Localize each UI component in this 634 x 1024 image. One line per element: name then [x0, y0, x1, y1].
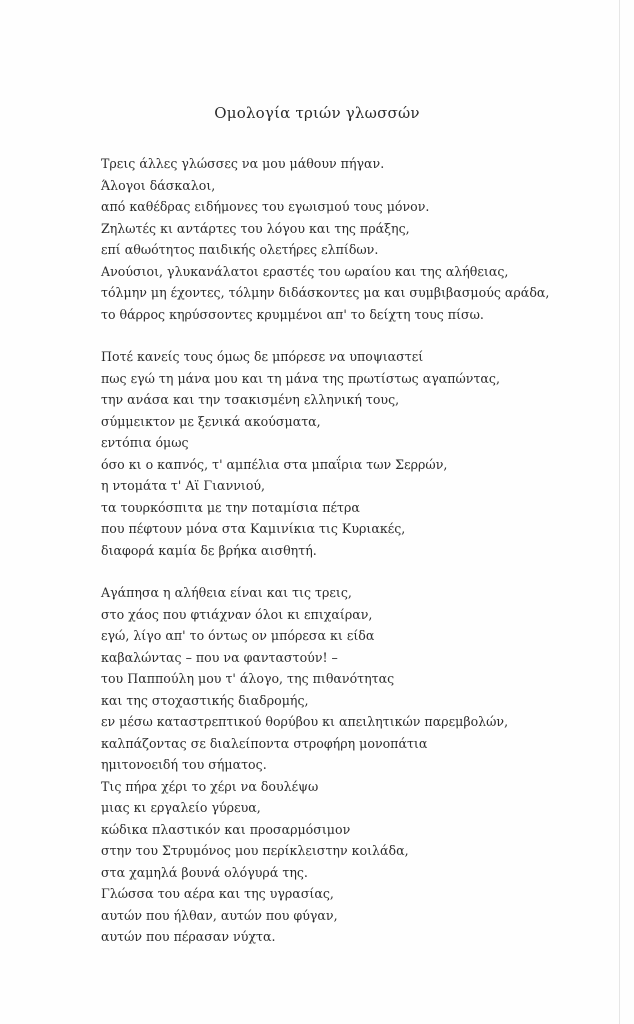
poem-line: που πέφτουν μόνα στα Καμινίκια τις Κυριακές, [101, 521, 406, 536]
poem-line: πως εγώ τη μάνα μου και τη μάνα της πρωτίστως αγαπώντας, [101, 370, 500, 386]
poem-line: αυτών που ήλθαν, αυτών που φύγαν, [101, 907, 338, 923]
poem-line: επί αθωότητος παιδικής ολετήρες ελπίδων. [101, 242, 379, 257]
poem-line: στα χαμηλά βουνά ολόγυρά της. [101, 864, 308, 880]
stanza-3 [101, 582, 601, 948]
poem-line: αυτών που πέρασαν νύχτα. [101, 929, 276, 944]
poem-line: τόλμην μη έχοντες, τόλμην διδάσκοντες μα και συμβιβασμούς αράδα, [101, 285, 550, 300]
poem-line: κώδικα πλαστικόν και προσαρμόσιμον [101, 821, 351, 837]
poem-line: καβαλώντας – που να φανταστούν! – [101, 649, 338, 665]
poem-line: από καθέδρας ειδήμονες του εγωισμού τους μόνον. [101, 199, 430, 214]
poem-line: του Παππούλη μου τ' άλογο, της πιθανότητας [101, 671, 395, 686]
poem-line: σύμμεικτον με ξενικά ακούσματα, [101, 413, 321, 429]
poem-line: όσο κι ο καπνός, τ' αμπέλια στα μπαΐρια των Σερρών, [101, 456, 448, 472]
poem-line: η ντομάτα τ' Αϊ Γιαννιού, [101, 478, 266, 493]
poem-line: εν μέσω καταστρεπτικού θορύβου κι απειλητικών παρεμβολών, [101, 714, 509, 729]
poem-line: Ποτέ κανείς τους όμως δε μπόρεσε να υποψιαστεί [101, 349, 424, 364]
poem-line: Τρεις άλλες γλώσσες να μου μάθουν πήγαν. [101, 156, 385, 171]
poem-line: Αγάπησα η αλήθεια είναι και τις τρεις, [101, 585, 352, 600]
poem-line: ημιτονοειδή του σήματος. [101, 757, 267, 772]
poem-line: Ανούσιοι, γλυκανάλατοι εραστές του ωραίου και της αλήθειας, [101, 263, 509, 279]
page-edge [619, 0, 620, 1024]
stanza-1 [101, 153, 601, 325]
stanza-2 [101, 346, 601, 561]
poem-line: το θάρρος κηρύσσοντες κρυμμένοι απ' το δείχτη τους πίσω. [101, 306, 484, 322]
poem-body [101, 153, 601, 969]
poem-line: στο χάος που φτιάχναν όλοι κι επιχαίραν, [101, 606, 373, 622]
poem-line: διαφορά καμία δε βρήκα αισθητή. [101, 542, 317, 558]
poem-line: την ανάσα και την τσακισμένη ελληνική τους, [101, 392, 400, 407]
poem-line: τα τουρκόσπιτα με την ποταμίσια πέτρα [101, 499, 360, 515]
poem-line: στην του Στρυμόνος μου περίκλειστην κοιλάδα, [101, 843, 409, 858]
poem-line: μιας κι εργαλείο γύρευα, [101, 800, 261, 815]
poem-line: καλπάζοντας σε διαλείποντα στροφήρη μονοπάτια [101, 735, 428, 751]
poem-line: εγώ, λίγο απ' το όντως ον μπόρεσα κι είδα [101, 628, 375, 643]
poem-line: Γλώσσα του αέρα και της υγρασίας, [101, 886, 334, 901]
poem-title: Ομολογία τριών γλωσσών [214, 104, 420, 122]
poem-line: Άλογοι δάσκαλοι, [101, 177, 216, 193]
poem-line: εντόπια όμως [101, 435, 189, 450]
poem-line: και της στοχαστικής διαδρομής, [101, 692, 309, 708]
poem-line: Ζηλωτές κι αντάρτες του λόγου και της πράξης, [101, 220, 410, 236]
poem-line: Τις πήρα χέρι το χέρι να δουλέψω [101, 778, 319, 794]
